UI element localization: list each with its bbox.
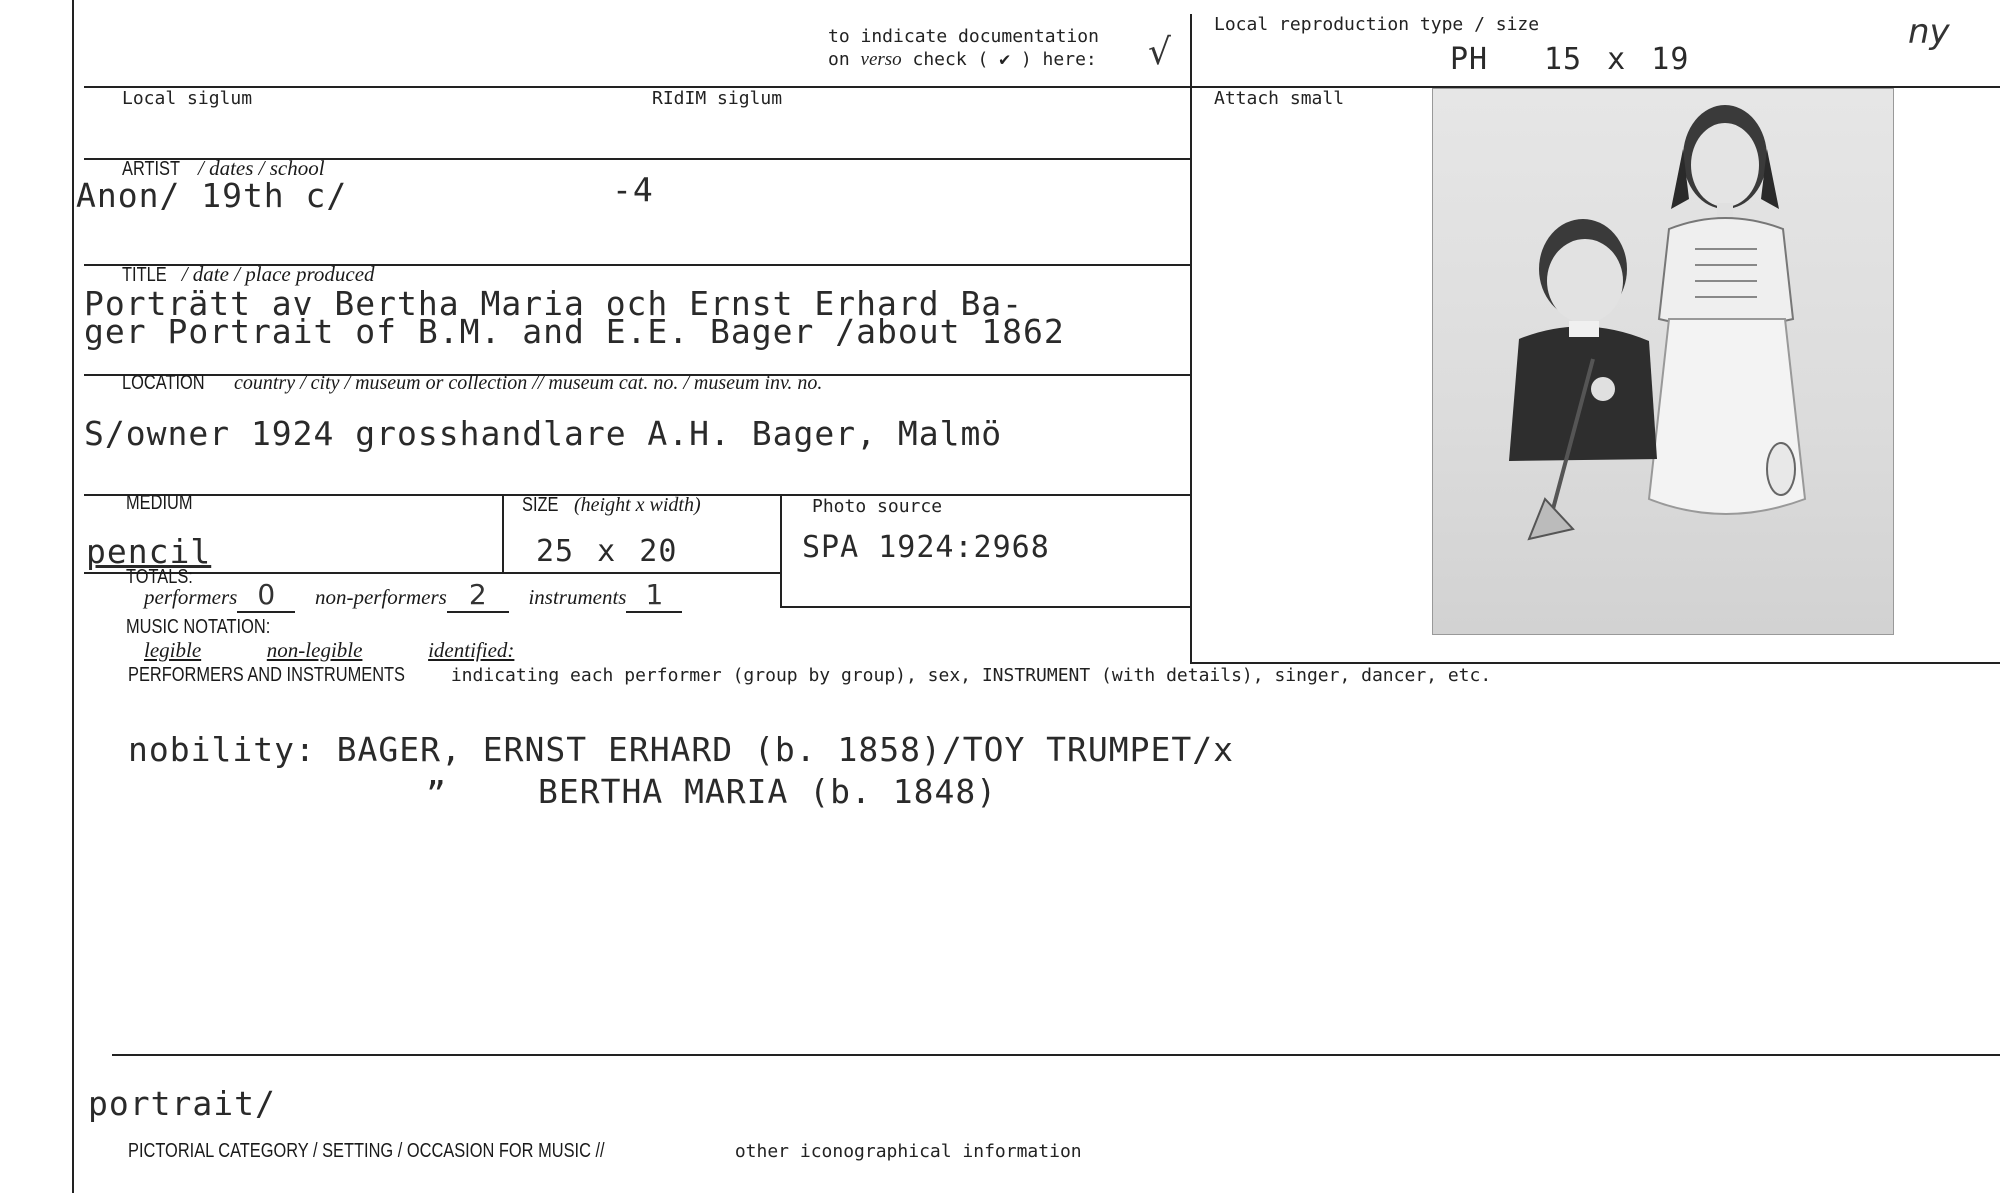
local-siglum-label: Local siglum bbox=[122, 88, 253, 109]
documentation-note-line2: on verso check ( ✔ ) here: bbox=[828, 49, 1097, 70]
music-notation-label: MUSIC NOTATION: bbox=[126, 616, 271, 638]
reproduction-type: PH bbox=[1450, 42, 1489, 77]
documentation-check-mark: √ bbox=[1148, 32, 1171, 73]
reproduction-size: 15 x 19 bbox=[1544, 42, 1690, 77]
photo-source-label: Photo source bbox=[812, 496, 943, 517]
location-value: S/owner 1924 grosshandlare A.H. Bager, Malmö bbox=[84, 414, 1003, 453]
artist-mark: -4 bbox=[612, 170, 654, 209]
medium-size-divider bbox=[502, 494, 504, 574]
artist-label: ARTIST / dates / school bbox=[122, 156, 325, 180]
non-performers-count: 2 bbox=[447, 578, 509, 613]
rule-category bbox=[112, 1054, 2000, 1056]
instruments-count: 1 bbox=[626, 578, 682, 613]
ridim-siglum-label: RIdIM siglum bbox=[652, 88, 783, 109]
title-line2: ger Portrait of B.M. and E.E. Bager /about 1862 bbox=[84, 312, 1065, 351]
title-line1: Porträtt av Bertha Maria och Ernst Erhard Ba- bbox=[84, 284, 1024, 323]
reproduction-label: Local reproduction type / size bbox=[1214, 14, 1540, 35]
medium-label: MEDIUM bbox=[126, 492, 193, 514]
artist-value: Anon/ 19th c/ bbox=[76, 176, 348, 215]
attached-photo bbox=[1432, 88, 1894, 635]
attach-label: Attach small bbox=[1214, 88, 1345, 109]
size-label: SIZE (height x width) bbox=[522, 494, 701, 516]
performers-line2: BERTHA MARIA (b. 1848) bbox=[538, 772, 998, 811]
size-value: 25 x 20 bbox=[536, 534, 678, 569]
category-label: PICTORIAL CATEGORY / SETTING / OCCASION FOR MUSIC // other iconographical information bbox=[128, 1140, 1082, 1162]
photo-source-value: SPA 1924:2968 bbox=[802, 530, 1050, 565]
performers-count: 0 bbox=[237, 578, 295, 613]
performers-label: PERFORMERS AND INSTRUMENTS indicating each performer (group by group), sex, INSTRUMENT (with details), singer, dancer, etc. bbox=[128, 664, 1492, 686]
verso-word: verso bbox=[860, 49, 902, 70]
rule-photo-source bbox=[780, 606, 1190, 608]
category-value: portrait/ bbox=[88, 1084, 276, 1123]
corner-handwritten-mark: ny bbox=[1908, 12, 1950, 52]
performers-line1: nobility: BAGER, ERNST ERHARD (b. 1858)/TOY TRUMPET/x bbox=[128, 730, 1234, 769]
size-photo-divider bbox=[780, 494, 782, 608]
totals-row: performers 0 non-performers 2 instruments 1 bbox=[144, 578, 682, 613]
documentation-note-line1: to indicate documentation bbox=[828, 26, 1099, 47]
music-notation-options: legible non-legible identified: bbox=[144, 638, 515, 662]
medium-value: pencil bbox=[86, 532, 212, 571]
portrait-illustration-icon bbox=[1433, 89, 1893, 634]
performers-line2-ditto: ” bbox=[426, 774, 447, 813]
title-label: TITLE / date / place produced bbox=[122, 262, 375, 286]
location-label: LOCATION country / city / museum or collection // museum cat. no. / museum inv. no. bbox=[122, 372, 823, 394]
right-column-divider bbox=[1190, 14, 1192, 664]
ridim-index-card bbox=[72, 0, 2000, 1193]
totals-label: TOTALS: bbox=[126, 566, 193, 588]
